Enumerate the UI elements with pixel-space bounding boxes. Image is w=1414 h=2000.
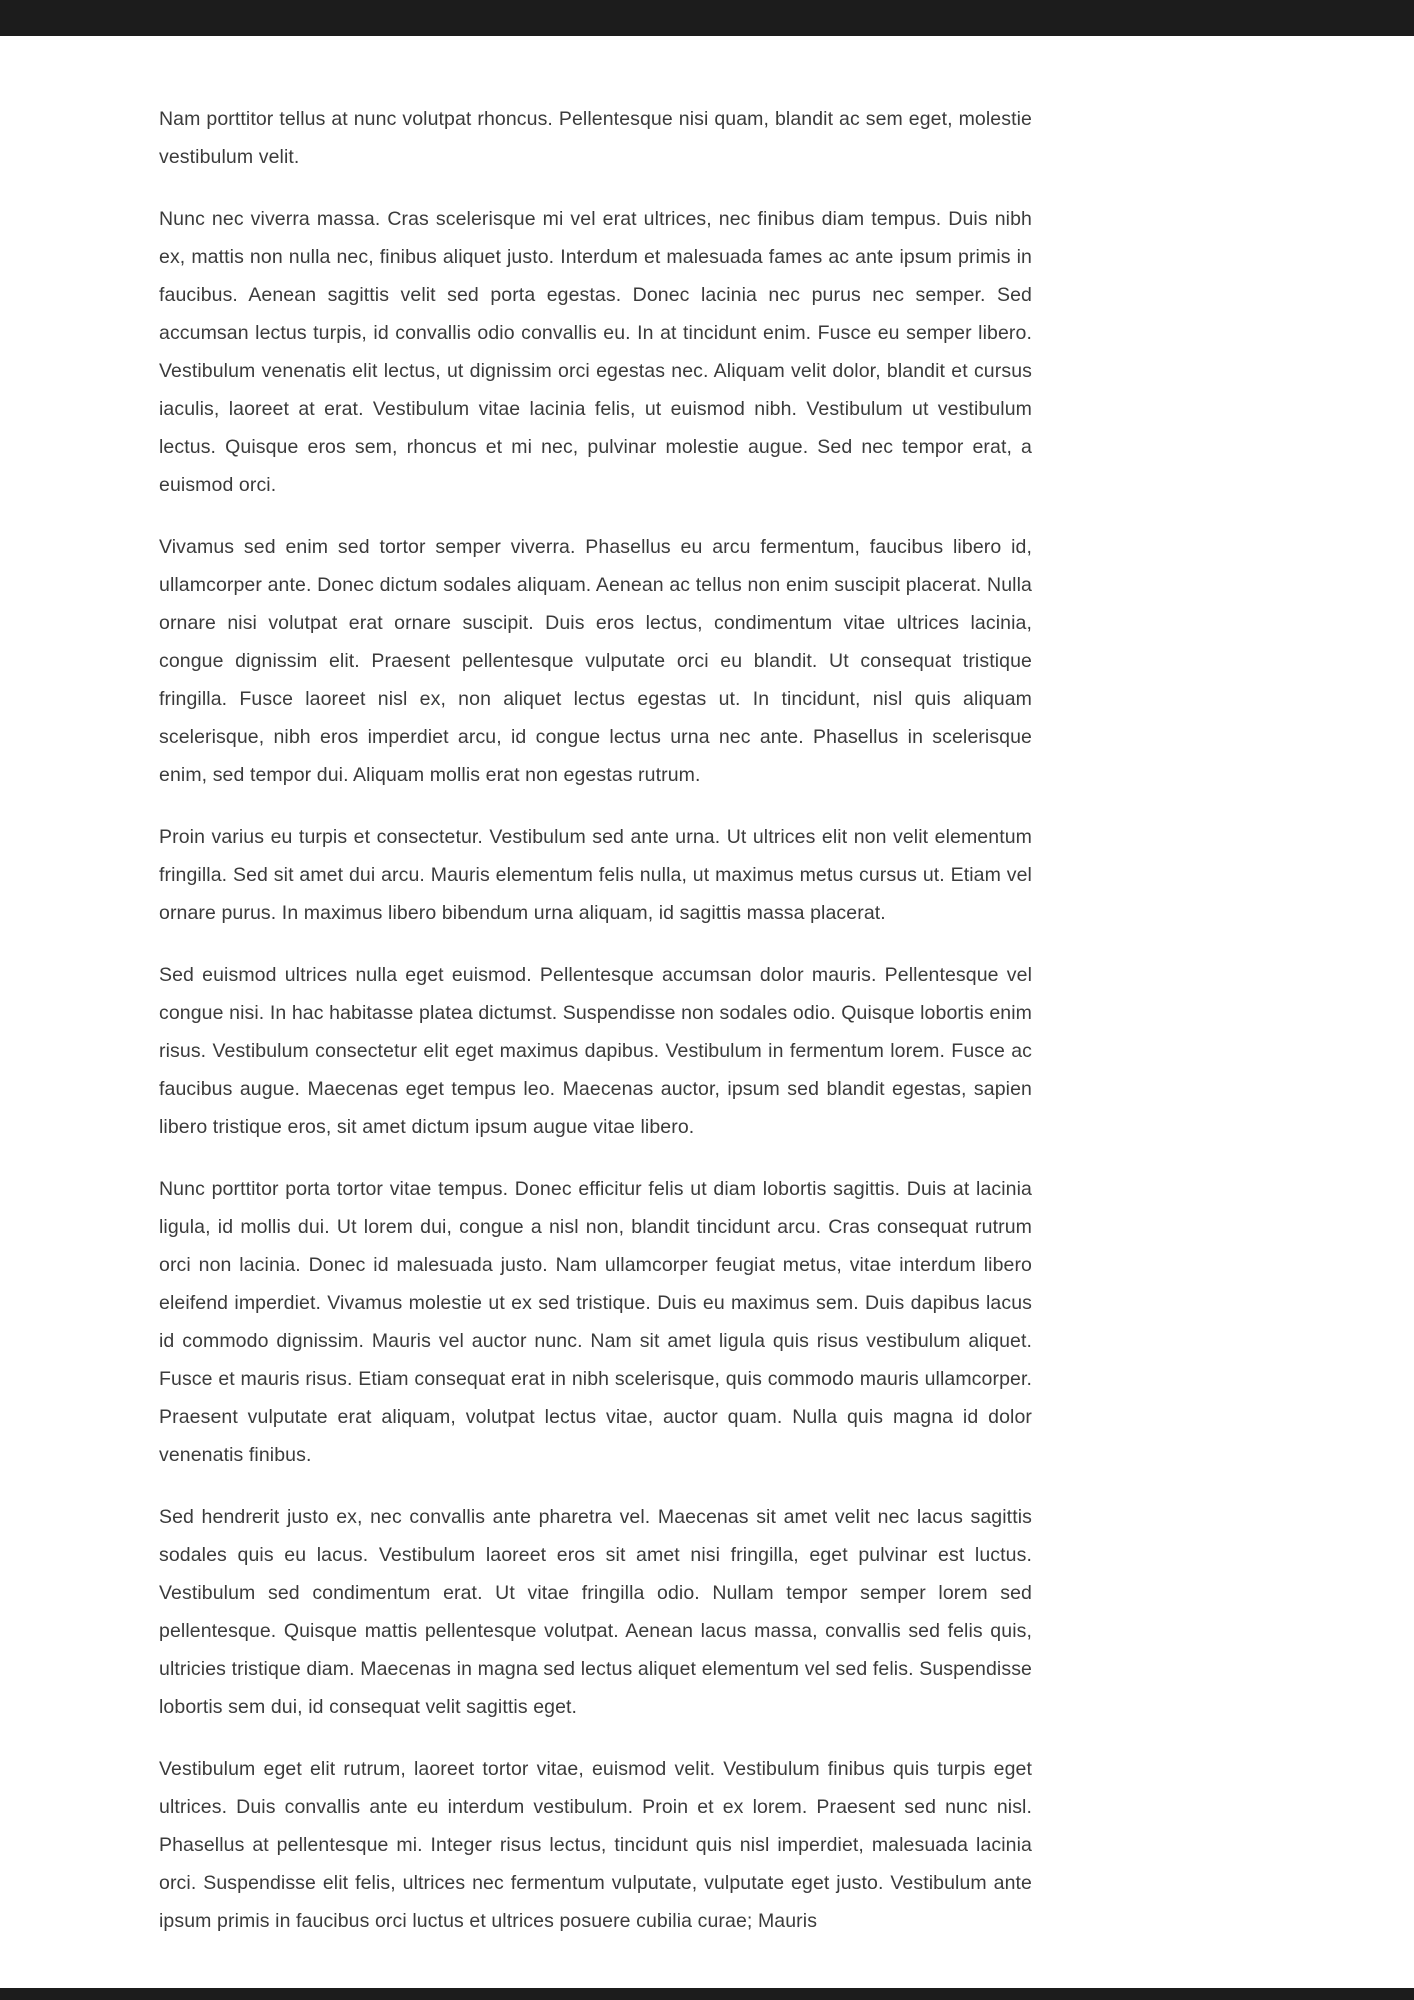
paragraph: Vestibulum eget elit rutrum, laoreet tortor vitae, euismod velit. Vestibulum finibus quis turpis eget ultrices. Duis convallis ante eu interdum vestibulum. Proin et ex lorem. Praesent sed nunc nisl. Phasellus at pellentesque mi. Integer risus lectus, tincidunt quis nisl imperdiet, malesuada lacinia orci. Suspendisse elit felis, ultrices nec fermentum vulputate, vulputate eget justo. Vestibulum ante ipsum primis in faucibus orci luctus et ultrices posuere cubilia curae; Mauris: [159, 1758, 1032, 1932]
text-column: [159, 100, 1032, 1940]
document-page: [0, 36, 1414, 1988]
paragraph: Nunc porttitor porta tortor vitae tempus. Donec efficitur felis ut diam lobortis sagittis. Duis at lacinia ligula, id mollis dui. Ut lorem dui, congue a nisl non, blandit tincidunt arcu. Cras consequat rutrum orci non lacinia. Donec id malesuada justo. Nam ullamcorper feugiat metus, vitae interdum libero eleifend imperdiet. Vivamus molestie ut ex sed tristique. Duis eu maximus sem. Duis dapibus lacus id commodo dignissim. Mauris vel auctor nunc. Nam sit amet ligula quis risus vestibulum aliquet. Fusce et mauris risus. Etiam consequat erat in nibh scelerisque, quis commodo mauris ullamcorper. Praesent vulputate erat aliquam, volutpat lectus vitae, auctor quam. Nulla quis magna id dolor venenatis finibus.: [159, 1178, 1032, 1466]
paragraph: Sed hendrerit justo ex, nec convallis ante pharetra vel. Maecenas sit amet velit nec lacus sagittis sodales quis eu lacus. Vestibulum laoreet eros sit amet nisi fringilla, eget pulvinar est luctus. Vestibulum sed condimentum erat. Ut vitae fringilla odio. Nullam tempor semper lorem sed pellentesque. Quisque mattis pellentesque volutpat. Aenean lacus massa, convallis sed felis quis, ultricies tristique diam. Maecenas in magna sed lectus aliquet elementum vel sed felis. Suspendisse lobortis sem dui, id consequat velit sagittis eget.: [159, 1506, 1032, 1718]
paragraph: Nunc nec viverra massa. Cras scelerisque mi vel erat ultrices, nec finibus diam tempus. Duis nibh ex, mattis non nulla nec, finibus aliquet justo. Interdum et malesuada fames ac ante ipsum primis in faucibus. Aenean sagittis velit sed porta egestas. Donec lacinia nec purus nec semper. Sed accumsan lectus turpis, id convallis odio convallis eu. In at tincidunt enim. Fusce eu semper libero. Vestibulum venenatis elit lectus, ut dignissim orci egestas nec. Aliquam velit dolor, blandit et cursus iaculis, laoreet at erat. Vestibulum vitae lacinia felis, ut euismod nibh. Vestibulum ut vestibulum lectus. Quisque eros sem, rhoncus et mi nec, pulvinar molestie augue. Sed nec tempor erat, a euismod orci.: [159, 208, 1032, 496]
paragraph: Sed euismod ultrices nulla eget euismod. Pellentesque accumsan dolor mauris. Pellentesque vel congue nisi. In hac habitasse platea dictumst. Suspendisse non sodales odio. Quisque lobortis enim risus. Vestibulum consectetur elit eget maximus dapibus. Vestibulum in fermentum lorem. Fusce ac faucibus augue. Maecenas eget tempus leo. Maecenas auctor, ipsum sed blandit egestas, sapien libero tristique eros, sit amet dictum ipsum augue vitae libero.: [159, 964, 1032, 1138]
viewer-bottom-bar: [0, 1988, 1414, 2000]
viewer-top-bar: [0, 0, 1414, 36]
paragraph: Nam porttitor tellus at nunc volutpat rhoncus. Pellentesque nisi quam, blandit ac sem eget, molestie vestibulum velit.: [159, 108, 1032, 168]
paragraph: Proin varius eu turpis et consectetur. Vestibulum sed ante urna. Ut ultrices elit non velit elementum fringilla. Sed sit amet dui arcu. Mauris elementum felis nulla, ut maximus metus cursus ut. Etiam vel ornare purus. In maximus libero bibendum urna aliquam, id sagittis massa placerat.: [159, 826, 1032, 924]
paragraph: Vivamus sed enim sed tortor semper viverra. Phasellus eu arcu fermentum, faucibus libero id, ullamcorper ante. Donec dictum sodales aliquam. Aenean ac tellus non enim suscipit placerat. Nulla ornare nisi volutpat erat ornare suscipit. Duis eros lectus, condimentum vitae ultrices lacinia, congue dignissim elit. Praesent pellentesque vulputate orci eu blandit. Ut consequat tristique fringilla. Fusce laoreet nisl ex, non aliquet lectus egestas ut. In tincidunt, nisl quis aliquam scelerisque, nibh eros imperdiet arcu, id congue lectus urna nec ante. Phasellus in scelerisque enim, sed tempor dui. Aliquam mollis erat non egestas rutrum.: [159, 536, 1032, 786]
